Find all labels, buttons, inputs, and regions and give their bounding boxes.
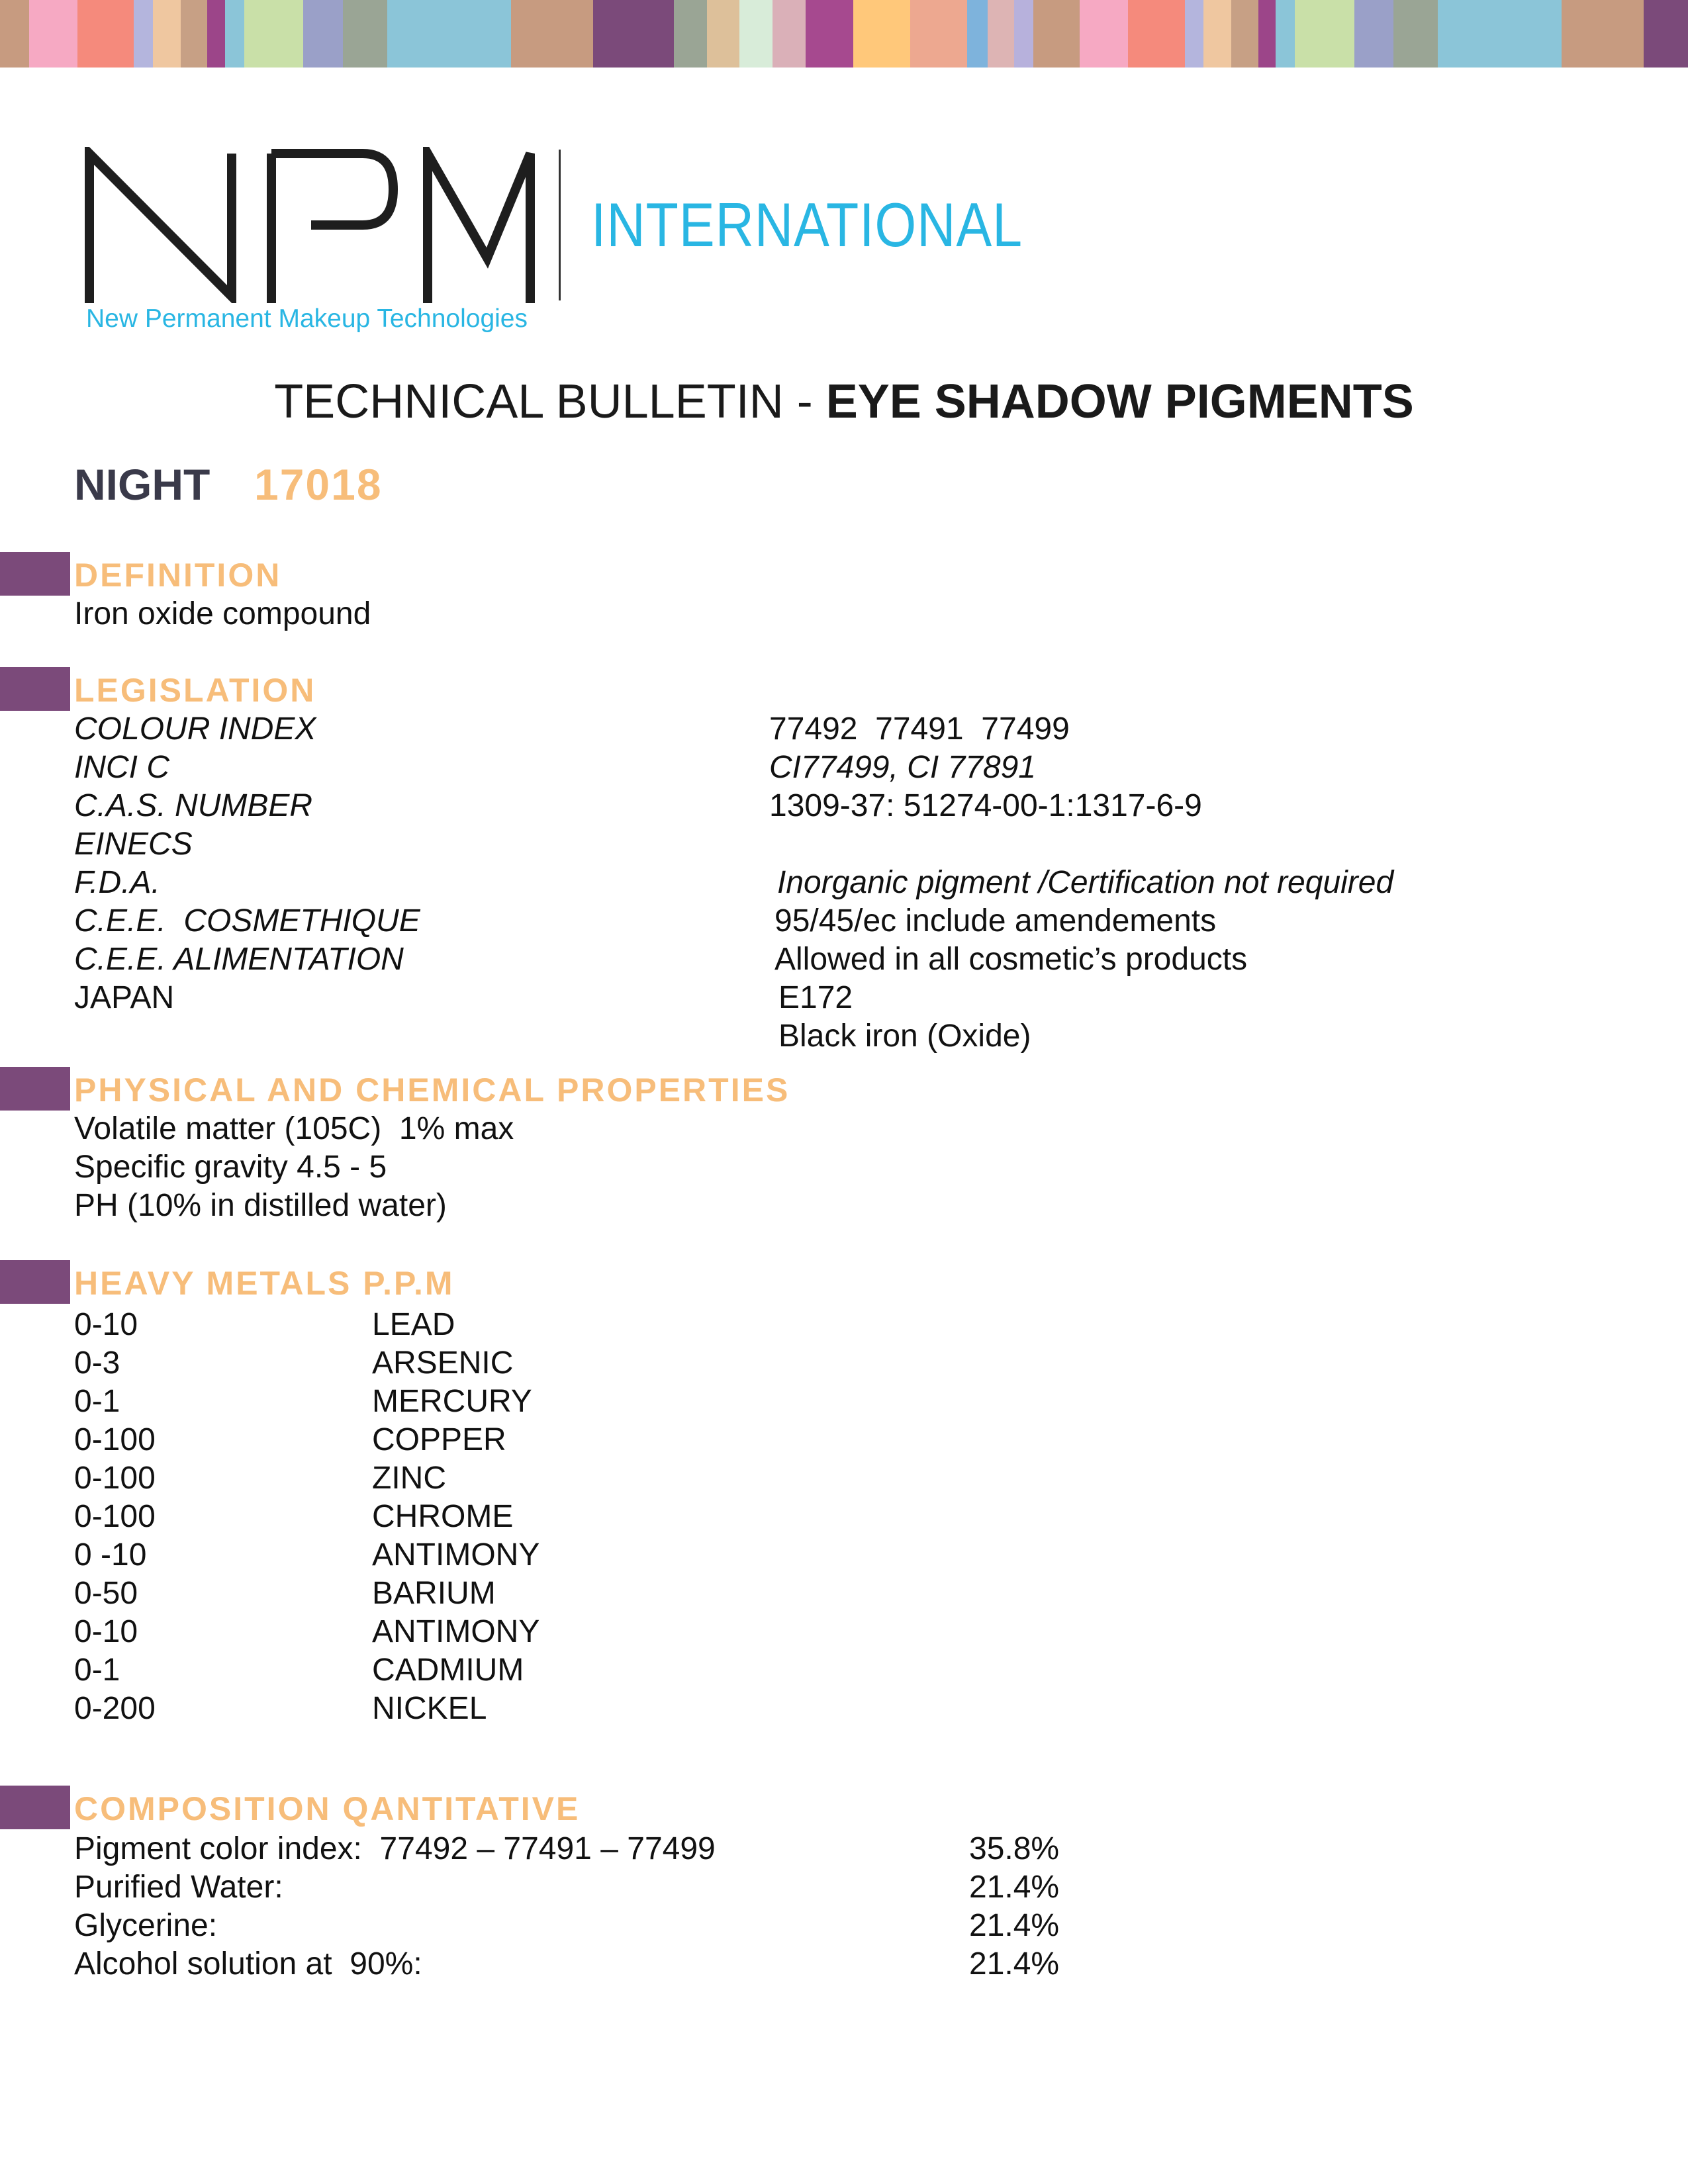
composition-value: 21.4% [969, 1870, 1060, 1905]
color-strip-segment [1562, 0, 1644, 68]
decorative-color-strip [0, 0, 1688, 68]
physical-heading: PHYSICAL AND CHEMICAL PROPERTIES [74, 1071, 790, 1109]
color-strip-segment [1393, 0, 1438, 68]
color-strip-segment [181, 0, 207, 68]
color-strip-segment [1231, 0, 1258, 68]
color-strip-segment [0, 0, 29, 68]
physical-line: PH (10% in distilled water) [74, 1188, 447, 1223]
color-strip-segment [511, 0, 593, 68]
title-prefix: TECHNICAL BULLETIN - [274, 375, 826, 428]
heavy-metal-name: CHROME [372, 1499, 514, 1534]
composition-label: Alcohol solution at 90%: [74, 1946, 422, 1981]
heavy-metal-range: 0-1 [74, 1384, 120, 1419]
heavy-metal-range: 0-50 [74, 1576, 138, 1611]
color-strip-segment [134, 0, 153, 68]
physical-line: Volatile matter (105C) 1% max [74, 1111, 514, 1146]
heavy-metal-name: BARIUM [372, 1576, 496, 1611]
heavy-metal-name: ARSENIC [372, 1345, 514, 1381]
heavy-metal-range: 0-10 [74, 1307, 138, 1342]
color-strip-segment [77, 0, 134, 68]
color-strip-segment [1276, 0, 1295, 68]
legislation-value: 1309-37: 51274-00-1:1317-6-9 [769, 788, 1202, 823]
section-marker [0, 552, 70, 596]
color-strip-segment [806, 0, 854, 68]
color-strip-segment [1258, 0, 1276, 68]
composition-label: Purified Water: [74, 1870, 283, 1905]
composition-value: 21.4% [969, 1946, 1060, 1981]
color-strip-segment [225, 0, 244, 68]
color-strip-segment [1185, 0, 1204, 68]
color-strip-segment [1128, 0, 1185, 68]
legislation-heading: LEGISLATION [74, 672, 316, 709]
color-strip-segment [29, 0, 77, 68]
heavy-metal-range: 0 -10 [74, 1537, 147, 1572]
definition-heading: DEFINITION [74, 557, 282, 594]
color-strip-segment [967, 0, 988, 68]
product-code: 17018 [254, 460, 383, 509]
color-strip-segment [773, 0, 806, 68]
legislation-value: Black iron (Oxide) [778, 1019, 1031, 1054]
color-strip-segment [910, 0, 967, 68]
color-strip-segment [1644, 0, 1688, 68]
color-strip-segment [1080, 0, 1128, 68]
title-bold: EYE SHADOW PIGMENTS [825, 375, 1414, 428]
heavy-metal-name: LEAD [372, 1307, 455, 1342]
composition-label: Glycerine: [74, 1908, 218, 1943]
document-title [0, 375, 1688, 429]
legislation-value: E172 [778, 980, 853, 1015]
heavy-metal-name: ANTIMONY [372, 1537, 540, 1572]
heavy-metal-range: 0-200 [74, 1691, 156, 1726]
legislation-label: EINECS [74, 827, 193, 862]
composition-label: Pigment color index: 77492 – 77491 – 77499 [74, 1831, 716, 1866]
section-marker [0, 1786, 70, 1829]
legislation-label: INCI C [74, 750, 169, 785]
npm-logo [85, 147, 535, 303]
logo-international: INTERNATIONAL [591, 190, 1023, 259]
section-marker [0, 1067, 70, 1111]
color-strip-segment [739, 0, 773, 68]
heavy-metal-name: ZINC [372, 1461, 446, 1496]
legislation-value: Allowed in all cosmetic’s products [774, 942, 1248, 977]
legislation-value: 95/45/ec include amendements [774, 903, 1217, 938]
logo-tagline: New Permanent Makeup Technologies [86, 304, 528, 333]
legislation-label: JAPAN [74, 980, 175, 1015]
color-strip-segment [674, 0, 707, 68]
legislation-value: CI77499, CI 77891 [769, 750, 1036, 785]
color-strip-segment [387, 0, 511, 68]
product-name: NIGHT [74, 460, 211, 509]
heavy-metal-name: NICKEL [372, 1691, 487, 1726]
legislation-value: Inorganic pigment /Certification not required [777, 865, 1394, 900]
heavy-metal-name: ANTIMONY [372, 1614, 540, 1649]
color-strip-segment [593, 0, 674, 68]
composition-heading: COMPOSITION QANTITATIVE [74, 1790, 581, 1827]
section-marker [0, 1260, 70, 1304]
color-strip-segment [1354, 0, 1393, 68]
color-strip-segment [1203, 0, 1231, 68]
legislation-label: F.D.A. [74, 865, 160, 900]
heavy-metal-range: 0-100 [74, 1461, 156, 1496]
heavy-metal-range: 0-3 [74, 1345, 120, 1381]
legislation-label: COLOUR INDEX [74, 711, 316, 747]
color-strip-segment [303, 0, 342, 68]
logo-divider [559, 150, 561, 300]
color-strip-segment [1295, 0, 1354, 68]
heavy-metal-range: 0-10 [74, 1614, 138, 1649]
color-strip-segment [853, 0, 910, 68]
color-strip-segment [1014, 0, 1033, 68]
color-strip-segment [153, 0, 181, 68]
legislation-label: C.E.E. ALIMENTATION [74, 942, 404, 977]
section-marker [0, 667, 70, 711]
definition-text: Iron oxide compound [74, 596, 371, 631]
legislation-label: C.A.S. NUMBER [74, 788, 313, 823]
physical-line: Specific gravity 4.5 - 5 [74, 1150, 387, 1185]
color-strip-segment [707, 0, 740, 68]
composition-value: 35.8% [969, 1831, 1060, 1866]
heavy-metal-name: MERCURY [372, 1384, 532, 1419]
color-strip-segment [1438, 0, 1562, 68]
legislation-value: 77492 77491 77499 [769, 711, 1070, 747]
color-strip-segment [988, 0, 1014, 68]
color-strip-segment [1033, 0, 1080, 68]
heavy-metal-name: COPPER [372, 1422, 506, 1457]
color-strip-segment [244, 0, 304, 68]
heavy-metals-heading: HEAVY METALS P.P.M [74, 1265, 455, 1302]
composition-value: 21.4% [969, 1908, 1060, 1943]
heavy-metal-range: 0-100 [74, 1422, 156, 1457]
heavy-metal-range: 0-1 [74, 1653, 120, 1688]
legislation-label: C.E.E. COSMETHIQUE [74, 903, 420, 938]
heavy-metal-range: 0-100 [74, 1499, 156, 1534]
heavy-metal-name: CADMIUM [372, 1653, 524, 1688]
color-strip-segment [207, 0, 225, 68]
color-strip-segment [343, 0, 387, 68]
